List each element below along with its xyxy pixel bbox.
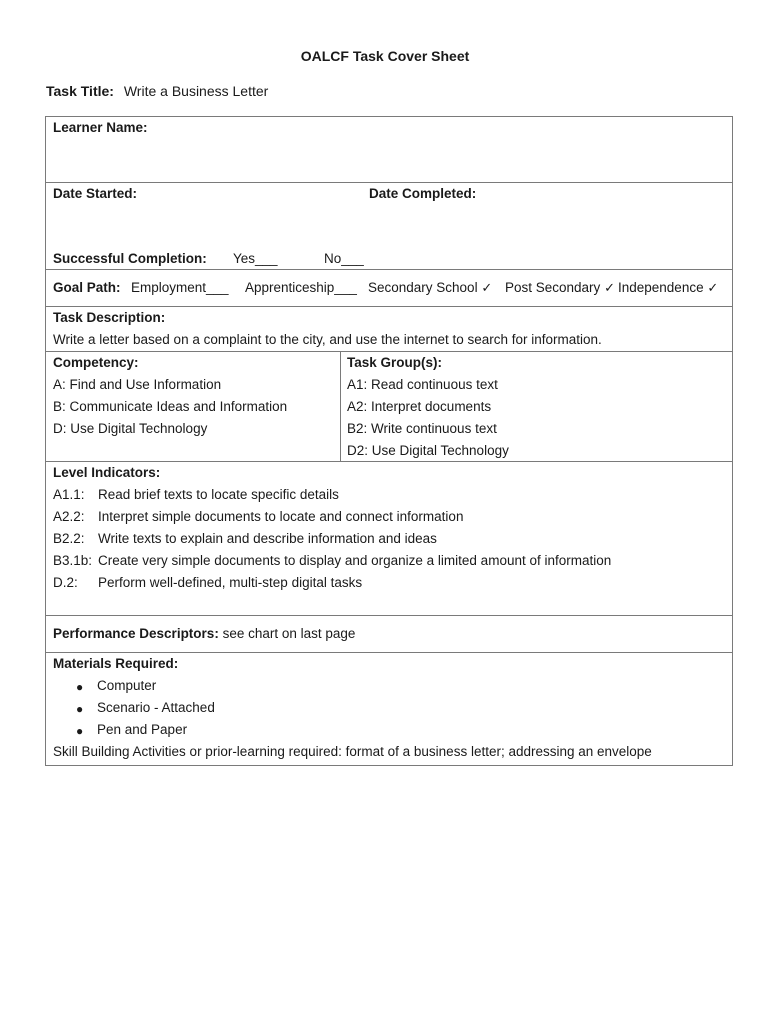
level-indicator-code: B2.2:: [53, 531, 85, 546]
level-indicator-text: Read brief texts to locate specific details: [98, 487, 339, 502]
dates-row: [45, 182, 733, 270]
competency-label: Competency:: [53, 355, 139, 370]
goal-path-row: [45, 269, 733, 307]
competency-row: [45, 351, 733, 462]
task-group-item: A2: Interpret documents: [347, 399, 492, 414]
level-indicators-label: Level Indicators:: [53, 465, 161, 480]
level-indicator-code: D.2:: [53, 575, 78, 590]
column-divider: [340, 352, 341, 462]
performance-descriptors-line: [53, 626, 355, 641]
goal-secondary-school: [368, 280, 492, 296]
bullet-icon: ●: [76, 724, 84, 738]
materials-required-row: [45, 652, 733, 766]
task-title-line: [46, 83, 268, 99]
task-title-label: Task Title:: [46, 83, 114, 99]
performance-descriptors-label: Performance Descriptors:: [53, 626, 219, 641]
level-indicator-text: Create very simple documents to display and organize a limited amount of information: [98, 553, 612, 568]
successful-no: No___: [324, 251, 364, 266]
goal-apprenticeship: Apprenticeship___: [245, 280, 357, 295]
performance-descriptors-row: [45, 615, 733, 653]
task-group-item: A1: Read continuous text: [347, 377, 498, 392]
task-description-text: Write a letter based on a complaint to the city, and use the internet to search for information.: [53, 332, 602, 347]
bullet-icon: ●: [76, 680, 84, 694]
level-indicator-code: A2.2:: [53, 509, 85, 524]
bullet-icon: ●: [76, 702, 84, 716]
material-item: Scenario - Attached: [97, 700, 215, 715]
level-indicator-code: A1.1:: [53, 487, 85, 502]
materials-required-label: Materials Required:: [53, 656, 179, 671]
material-item: Computer: [97, 678, 157, 693]
performance-descriptors-text: see chart on last page: [222, 626, 356, 641]
level-indicator-code: B3.1b:: [53, 553, 93, 568]
goal-path-label: Goal Path:: [53, 280, 121, 295]
date-started-label: Date Started:: [53, 186, 138, 201]
task-group-item: B2: Write continuous text: [347, 421, 497, 436]
level-indicator-text: Interpret simple documents to locate and connect information: [98, 509, 464, 524]
learner-name-label: Learner Name:: [53, 120, 148, 135]
competency-item: A: Find and Use Information: [53, 377, 222, 392]
learner-name-row: [45, 116, 733, 183]
goal-independence-label: Independence: [618, 280, 704, 295]
goal-employment: Employment___: [131, 280, 229, 295]
level-indicators-row: [45, 461, 733, 616]
task-title-value: Write a Business Letter: [123, 83, 269, 99]
goal-independence: [618, 280, 718, 296]
checkmark-icon: ✓: [707, 281, 719, 296]
successful-completion-label: Successful Completion:: [53, 251, 207, 266]
task-group-item: D2: Use Digital Technology: [347, 443, 509, 458]
checkmark-icon: ✓: [481, 281, 493, 296]
page-title: OALCF Task Cover Sheet: [300, 48, 470, 64]
checkmark-icon: ✓: [604, 281, 615, 296]
goal-post-secondary: [505, 280, 615, 296]
competency-item: D: Use Digital Technology: [53, 421, 208, 436]
date-completed-label: Date Completed:: [369, 186, 477, 201]
goal-secondary-label: Secondary School: [368, 280, 478, 295]
competency-item: B: Communicate Ideas and Information: [53, 399, 288, 414]
level-indicator-text: Perform well-defined, multi-step digital tasks: [98, 575, 363, 590]
task-groups-label: Task Group(s):: [347, 355, 443, 370]
task-description-row: [45, 306, 733, 352]
task-description-label: Task Description:: [53, 310, 166, 325]
goal-post-secondary-label: Post Secondary: [505, 280, 601, 295]
material-item: Pen and Paper: [97, 722, 188, 737]
skill-building-text: Skill Building Activities or prior-learning required: format of a business letter; addressing an envelope: [53, 744, 652, 759]
level-indicator-text: Write texts to explain and describe information and ideas: [98, 531, 437, 546]
successful-yes: Yes___: [233, 251, 278, 266]
